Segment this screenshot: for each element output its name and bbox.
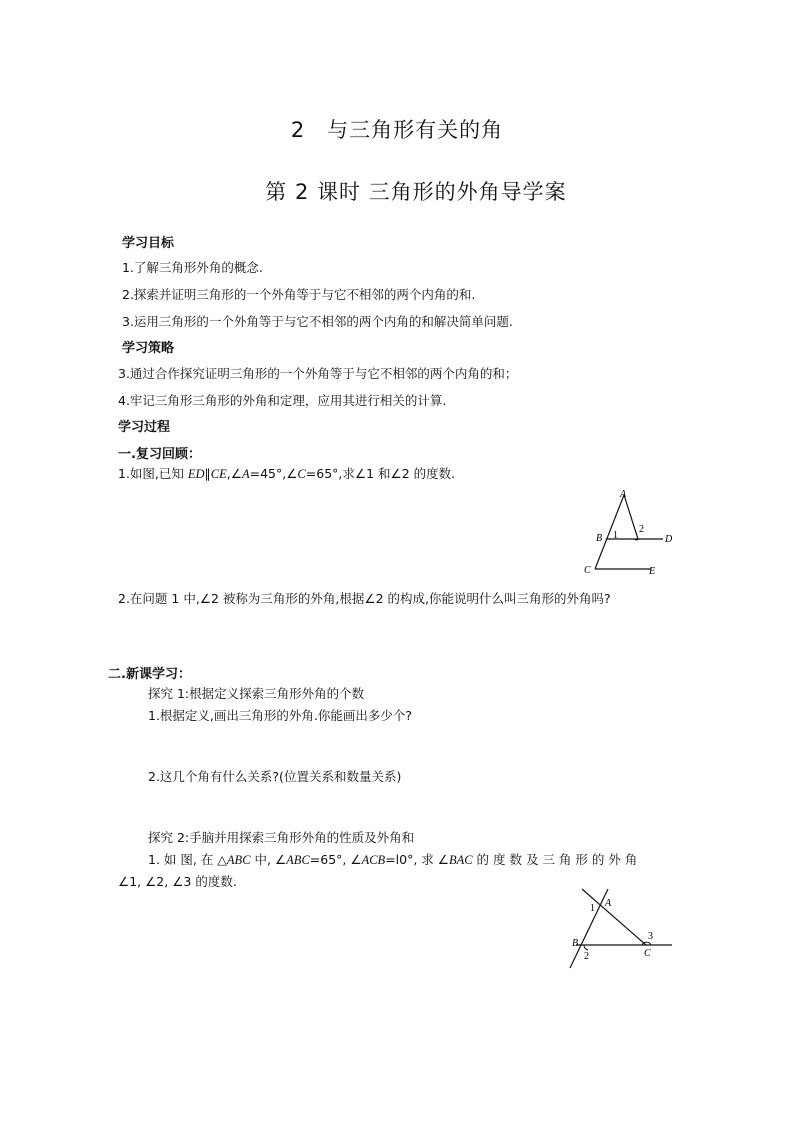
label-b: B <box>596 533 603 544</box>
page-title: 2 与三角形有关的角 <box>290 118 504 142</box>
label-c: C <box>644 948 651 959</box>
review-heading: 一.复习回顾： <box>118 447 201 462</box>
page-subtitle: 第 2 课时 三角形的外角导学案 <box>265 180 567 204</box>
figure-1-parallel-lines <box>582 486 682 578</box>
label-b: B <box>572 938 579 949</box>
label-angle-2: 2 <box>584 951 589 962</box>
line-through-ac <box>582 889 646 945</box>
explore-1-question-2: 2.这几个角有什么关系?(位置关系和数量关系) <box>148 769 402 784</box>
review-question-2: 2.在问题 1 中,∠2 被称为三角形的外角,根据∠2 的构成,你能说明什么叫三角形的外角吗? <box>118 591 611 606</box>
strategy-item: 3.通过合作探究证明三角形的一个外角等于与它不相邻的两个内角的和； <box>118 366 518 381</box>
line-a-to-d-line <box>624 495 638 539</box>
goal-item: 2.探索并证明三角形的一个外角等于与它不相邻的两个内角的和. <box>122 287 476 302</box>
label-a: A <box>605 898 612 909</box>
label-a: A <box>620 489 627 500</box>
explore-2-question-1-line-1: 1. 如 图, 在 △ABC 中, ∠ABC=65°, ∠ACB=l0°, 求 ∠BAC 的 度 数 及 三 角 形 的 外 角 <box>148 852 638 867</box>
label-d: D <box>665 534 673 545</box>
explore-1-question-1: 1.根据定义,画出三角形的外角.你能画出多少个? <box>148 708 413 723</box>
goal-item: 1.了解三角形外角的概念. <box>122 260 263 275</box>
strategy-item: 4.牢记三角形三角形的外角和定理，应用其进行相关的计算. <box>118 393 447 408</box>
process-heading: 学习过程 <box>118 420 171 435</box>
angle-2-arc <box>584 945 588 950</box>
explore-2-question-1-line-2: ∠1, ∠2, ∠3 的度数. <box>118 874 237 889</box>
explore-1-title: 探究 1:根据定义探索三角形外角的个数 <box>148 686 365 701</box>
review-question-1: 1.如图,已知 ED∥CE,∠A=45°,∠C=65°,求∠1 和∠2 的度数. <box>118 466 456 481</box>
line-ac <box>595 495 624 569</box>
figure-2-exterior-angles <box>562 884 680 972</box>
explore-2-title: 探究 2:手脑并用探索三角形外角的性质及外角和 <box>148 830 415 845</box>
label-angle-3: 3 <box>648 931 653 942</box>
label-angle-1: 1 <box>613 530 618 541</box>
label-e: E <box>649 566 656 577</box>
new-lesson-heading: 二.新课学习： <box>108 667 191 682</box>
label-c: C <box>584 565 591 576</box>
goals-heading: 学习目标 <box>122 236 175 251</box>
label-angle-1: 1 <box>590 903 595 914</box>
goal-item: 3.运用三角形的一个外角等于与它不相邻的两个内角的和解决简单问题. <box>122 314 513 329</box>
strategy-heading: 学习策略 <box>122 341 175 356</box>
label-angle-2: 2 <box>639 524 644 535</box>
line-through-ab <box>570 889 608 968</box>
